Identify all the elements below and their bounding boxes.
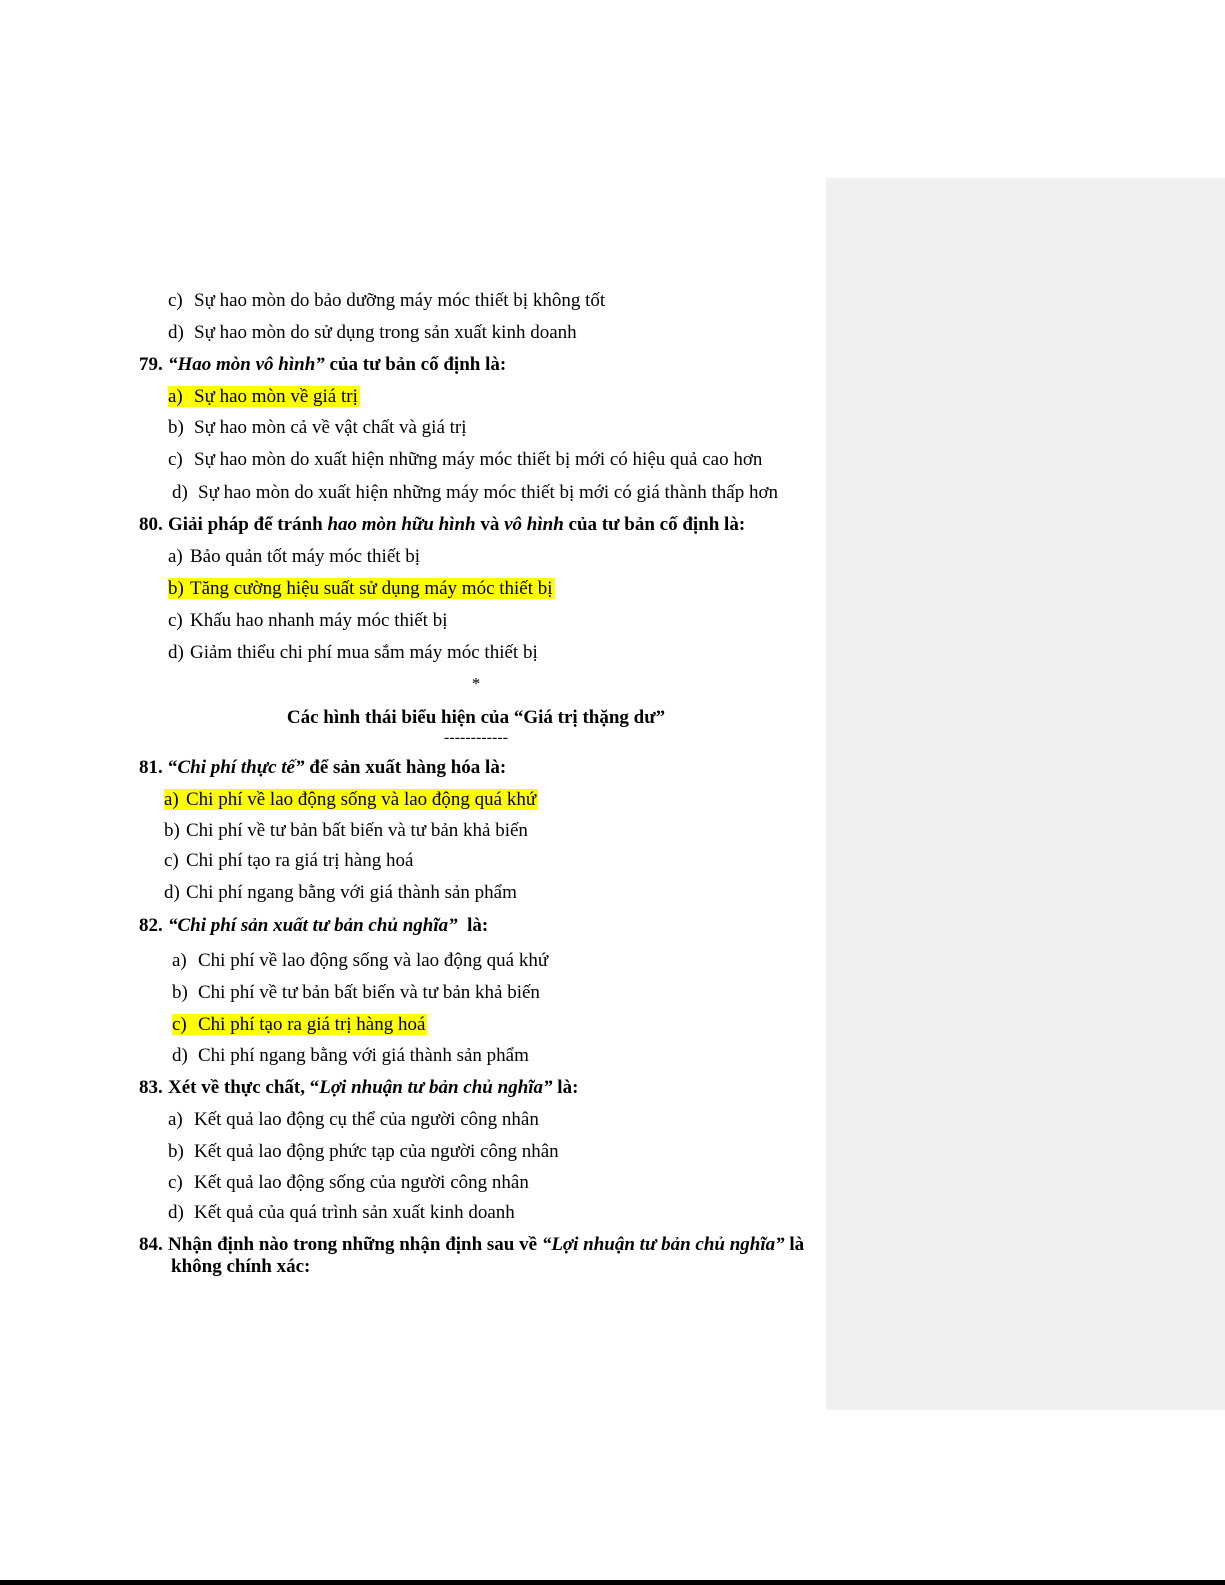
option-80c (168, 609, 448, 633)
option-text: Chi phí tạo ra giá trị hàng hoá (186, 850, 414, 871)
highlighted-answer (168, 386, 360, 407)
question-83 (139, 1076, 578, 1100)
option-label: b) (168, 578, 184, 599)
question-text: và (475, 514, 505, 535)
question-84-continuation: không chính xác: (171, 1256, 311, 1277)
option-label: b) (168, 1141, 184, 1162)
option-text: Giảm thiểu chi phí mua sắm máy móc thiết bị (190, 642, 538, 663)
question-term: “Chi phí sản xuất tư bản chủ nghĩa” (168, 915, 458, 936)
question-81 (139, 756, 506, 780)
option-label: d) (164, 882, 180, 903)
option-label: c) (172, 1014, 187, 1035)
option-label: a) (168, 386, 183, 407)
question-text: để sản xuất hàng hóa là: (304, 757, 507, 778)
option-label: c) (168, 610, 183, 631)
section-title: Các hình thái biểu hiện của “Giá trị thặng dư” (286, 707, 666, 728)
option-label: a) (164, 789, 179, 810)
highlighted-answer (172, 1014, 427, 1035)
option-text: Chi phí về tư bản bất biến và tư bản khả biến (186, 820, 528, 841)
bottom-rule (0, 1580, 1225, 1585)
option-81c (164, 849, 413, 873)
question-term: vô hình (504, 514, 564, 535)
option-80b (168, 577, 555, 601)
option-82a (172, 949, 548, 973)
highlighted-answer (164, 789, 538, 810)
option-78d (168, 321, 577, 345)
option-label: b) (168, 417, 184, 438)
option-80d (168, 641, 538, 665)
option-label: d) (168, 322, 184, 343)
question-text: Xét về thực chất, “ (168, 1077, 320, 1098)
option-text: Sự hao mòn về giá trị (194, 386, 358, 407)
option-label: d) (172, 1045, 188, 1066)
option-text: Chi phí về lao động sống và lao động quá khứ (186, 789, 537, 810)
option-text: Kết quả lao động cụ thể của người công nhân (194, 1109, 539, 1130)
option-label: c) (168, 449, 183, 470)
option-82c (172, 1013, 427, 1037)
option-81b (164, 819, 528, 843)
section-star: * (471, 674, 481, 693)
option-label: a) (172, 950, 187, 971)
question-number: 79. (139, 354, 163, 375)
question-number: 82. (139, 915, 163, 936)
option-text: Kết quả lao động sống của người công nhân (194, 1172, 529, 1193)
option-83c (168, 1171, 529, 1195)
option-text: Kết quả của quá trình sản xuất kinh doanh (194, 1202, 515, 1223)
option-83d (168, 1201, 515, 1225)
option-label: a) (168, 1109, 183, 1130)
question-text: Nhận định nào trong những nhận định sau về (168, 1234, 542, 1255)
option-text: Chi phí ngang bằng với giá thành sản phẩm (186, 882, 517, 903)
option-text: Bảo quản tốt máy móc thiết bị (190, 546, 421, 567)
option-text: Sự hao mòn do sử dụng trong sản xuất kinh doanh (194, 322, 577, 343)
option-80a (168, 545, 420, 569)
option-79a (168, 385, 360, 409)
option-79d (172, 481, 778, 505)
option-82d (172, 1044, 529, 1068)
question-term: Chi phí thực tế” (177, 757, 305, 778)
option-label: c) (168, 1172, 183, 1193)
option-text: Sự hao mòn do bảo dưỡng máy móc thiết bị không tốt (194, 290, 606, 311)
option-text: Sự hao mòn do xuất hiện những máy móc thiết bị mới có giá thành thấp hơn (198, 482, 778, 503)
option-78c (168, 289, 605, 313)
question-text: của tư bản cố định là: (563, 514, 746, 535)
question-text: là (784, 1234, 805, 1255)
option-label: d) (172, 482, 188, 503)
option-text: Chi phí về lao động sống và lao động quá khứ (198, 950, 549, 971)
option-81a (164, 788, 538, 812)
option-83a (168, 1108, 539, 1132)
option-text: Chi phí tạo ra giá trị hàng hoá (198, 1014, 426, 1035)
option-79b (168, 416, 467, 440)
option-text: Chi phí về tư bản bất biến và tư bản khả biến (198, 982, 540, 1003)
question-number: 84. (139, 1234, 163, 1255)
question-number: 83. (139, 1077, 163, 1098)
option-text: Chi phí ngang bằng với giá thành sản phẩm (198, 1045, 529, 1066)
question-80 (139, 513, 745, 537)
question-text: “ (168, 757, 178, 778)
question-term: “Lợi nhuận tư bản chủ nghĩa” (541, 1234, 785, 1255)
highlighted-answer (168, 578, 555, 599)
question-text: là: (457, 915, 489, 936)
question-84 (139, 1233, 811, 1257)
section-rule: ------------ (444, 729, 508, 746)
question-number: 81. (139, 757, 163, 778)
question-text: là: (552, 1077, 579, 1098)
option-label: b) (164, 820, 180, 841)
question-text: của tư bản cố định là: (324, 354, 507, 375)
question-number: 80. (139, 514, 163, 535)
option-label: a) (168, 546, 183, 567)
question-text: Giải pháp để tránh (168, 514, 328, 535)
option-text: Sự hao mòn cả về vật chất và giá trị (194, 417, 467, 438)
option-81d (164, 881, 517, 905)
option-83b (168, 1140, 559, 1164)
question-term: Lợi nhuận tư bản chủ nghĩa” (319, 1077, 553, 1098)
option-79c (168, 448, 762, 472)
option-label: d) (168, 1202, 184, 1223)
option-82b (172, 981, 540, 1005)
question-term: “Hao mòn vô hình” (168, 354, 325, 375)
option-label: c) (168, 290, 183, 311)
question-79 (139, 353, 506, 377)
option-text: Sự hao mòn do xuất hiện những máy móc thiết bị mới có hiệu quả cao hơn (194, 449, 763, 470)
option-label: b) (172, 982, 188, 1003)
option-label: c) (164, 850, 179, 871)
comment-pane (826, 178, 1225, 1410)
option-label: d) (168, 642, 184, 663)
option-text: Kết quả lao động phức tạp của người công nhân (194, 1141, 559, 1162)
question-term: hao mòn hữu hình (327, 514, 476, 535)
question-82 (139, 914, 488, 938)
option-text: Khấu hao nhanh máy móc thiết bị (190, 610, 448, 631)
option-text: Tăng cường hiệu suất sử dụng máy móc thiết bị (190, 578, 553, 599)
